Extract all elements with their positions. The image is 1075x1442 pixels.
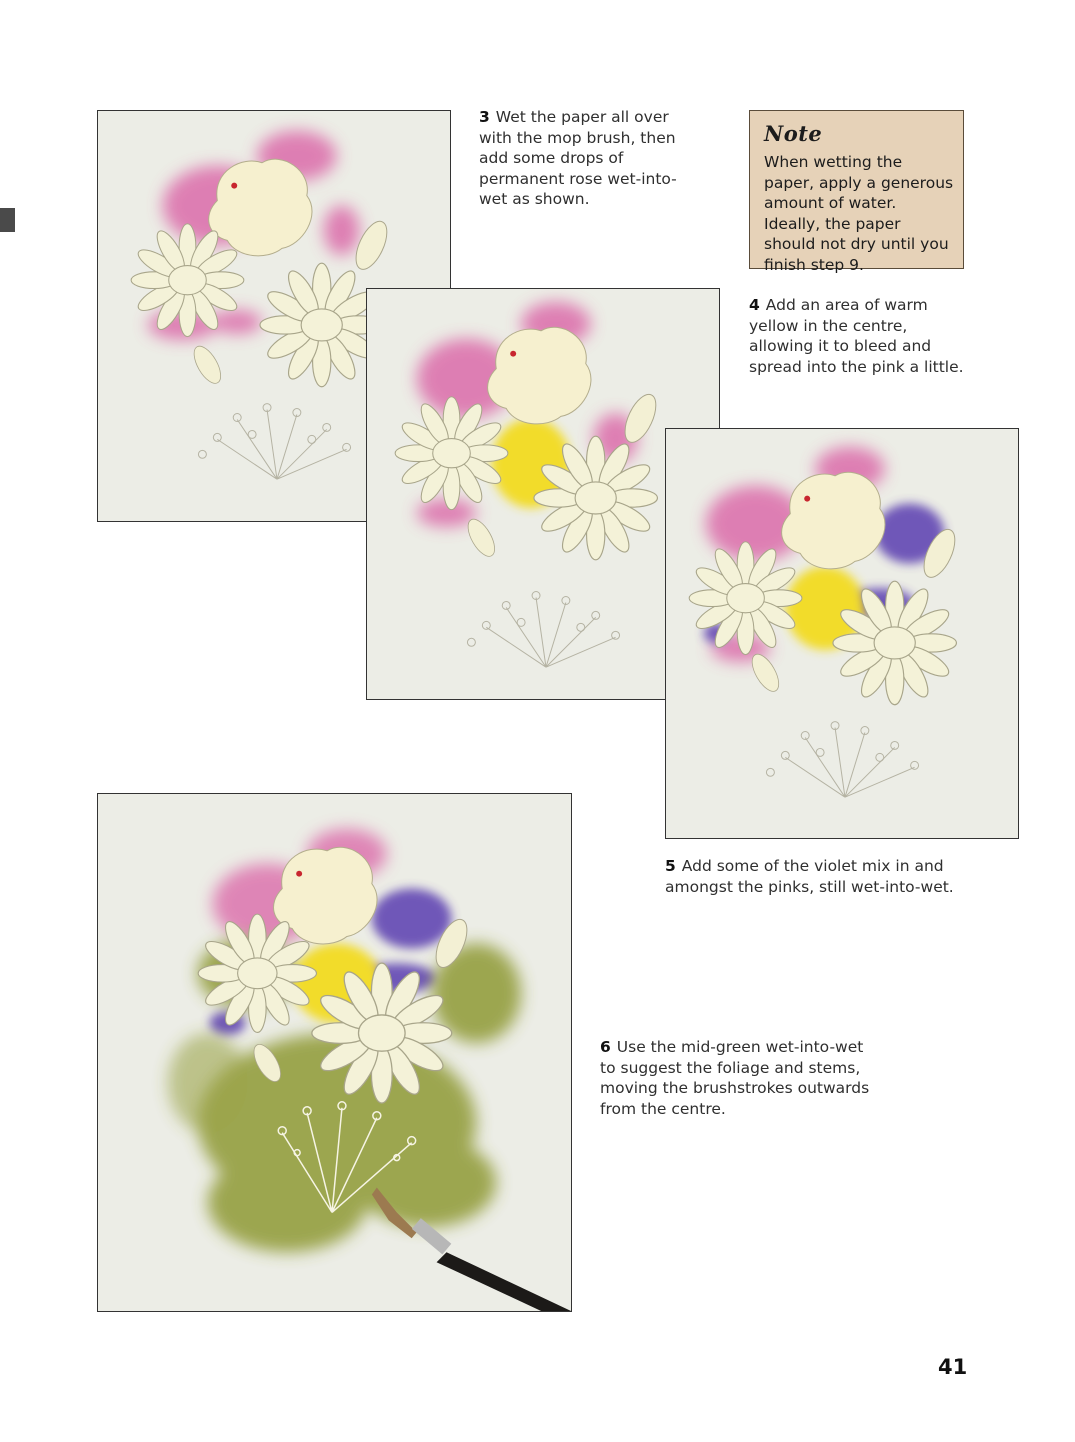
step-3-text: Wet the paper all over with the mop brush, then add some drops of permanent rose wet-into-wet as shown. <box>479 108 677 208</box>
step-6-painting-illustration <box>98 794 571 1311</box>
step-5-instruction <box>665 856 965 897</box>
step-5-photo <box>665 428 1019 839</box>
step-6-number: 6 <box>600 1038 611 1056</box>
step-5-painting-illustration <box>666 429 1018 838</box>
step-4-instruction <box>749 295 964 377</box>
note-title: Note <box>764 121 823 146</box>
step-4-text: Add an area of warm yellow in the centre, allowing it to bleed and spread into the pink a little. <box>749 296 964 376</box>
page-number: 41 <box>938 1355 968 1379</box>
step-5-number: 5 <box>665 857 676 875</box>
step-5-text: Add some of the violet mix in and amongst the pinks, still wet-into-wet. <box>665 857 954 896</box>
step-6-text: Use the mid-green wet-into-wet to suggest the foliage and stems, moving the brushstrokes outwards from the centre. <box>600 1038 870 1118</box>
note-body: When wetting the paper, apply a generous amount of water. Ideally, the paper should not dry until you finish step 9. <box>764 153 954 274</box>
step-6-instruction <box>600 1037 870 1119</box>
step-3-instruction <box>479 107 679 210</box>
step-6-photo <box>97 793 572 1312</box>
step-4-number: 4 <box>749 296 760 314</box>
section-tab-marker <box>0 208 15 232</box>
note-box <box>749 110 964 274</box>
step-3-number: 3 <box>479 108 490 126</box>
